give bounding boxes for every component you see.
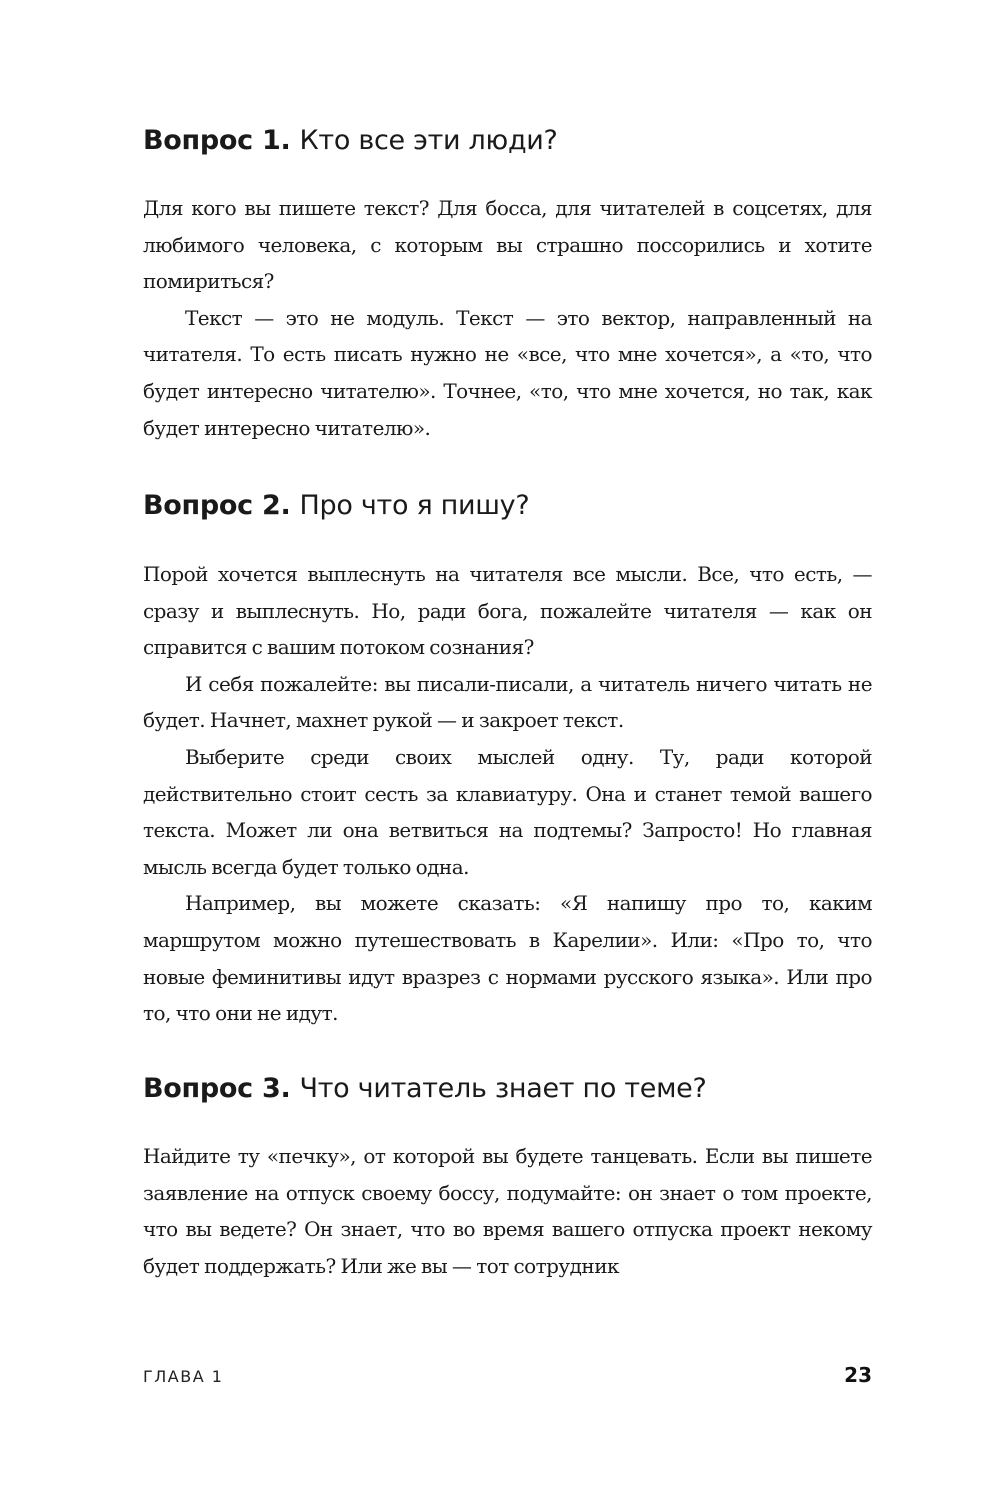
section-question-2 (143, 489, 872, 1032)
heading-title: Кто все эти люди? (299, 125, 558, 156)
heading-number: Вопрос 2. (143, 490, 291, 521)
paragraph: Текст — это не модуль. Текст — это вектор, направленный на читателя. То есть писать нужно не «все, что мне хочется», а «то, что будет интересно читателю». Точнее, «то, что мне хочется, но так, как будет интересно читателю». (143, 305, 872, 440)
book-page (143, 0, 872, 1489)
section-question-1 (143, 124, 872, 446)
paragraph: Найдите ту «печку», от которой вы будете танцевать. Если вы пишете заявление на отпуск своему боссу, подумайте: он знает о том проекте, что вы ведете? Он знает, что во время вашего отпуска проект некому будет поддержать? Или же вы — тот сотрудник (143, 1144, 872, 1278)
paragraph: Например, вы можете сказать: «Я напишу про то, каким маршрутом можно путешествовать в Карелии». Или: «Про то, что новые феминитивы идут вразрез с нормами русского языка». Или про то, что они не идут. (143, 891, 872, 1026)
heading-title: Что читатель знает по теме? (299, 1073, 707, 1104)
heading-title: Про что я пишу? (299, 490, 530, 521)
section-heading (143, 489, 872, 523)
paragraph: Порой хочется выплеснуть на читателя все мысли. Все, что есть, — сразу и выплеснуть. Но, ради бога, пожалейте читателя — как он справится с вашим потоком сознания? (143, 562, 872, 660)
paragraph: Выберите среди своих мыслей одну. Ту, ради которой действительно стоит сесть за клавиатуру. Она и станет темой вашего текста. Может ли она ветвиться на подтемы? Запросто! Но главная мысль всегда будет только одна. (143, 744, 872, 879)
paragraph: Для кого вы пишете текст? Для босса, для читателей в соцсетях, для любимого человека, с которым вы страшно поссорились и хотите помириться? (143, 196, 872, 294)
section-heading (143, 1072, 872, 1106)
section-question-3 (143, 1072, 872, 1284)
heading-number: Вопрос 3. (143, 1073, 291, 1104)
paragraph: И себя пожалейте: вы писали-писали, а читатель ничего читать не будет. Начнет, махнет рукой — и закроет текст. (143, 671, 872, 733)
chapter-label: ГЛАВА 1 (143, 1367, 224, 1386)
section-heading (143, 124, 872, 158)
page-number: 23 (844, 1363, 872, 1387)
heading-number: Вопрос 1. (143, 125, 291, 156)
